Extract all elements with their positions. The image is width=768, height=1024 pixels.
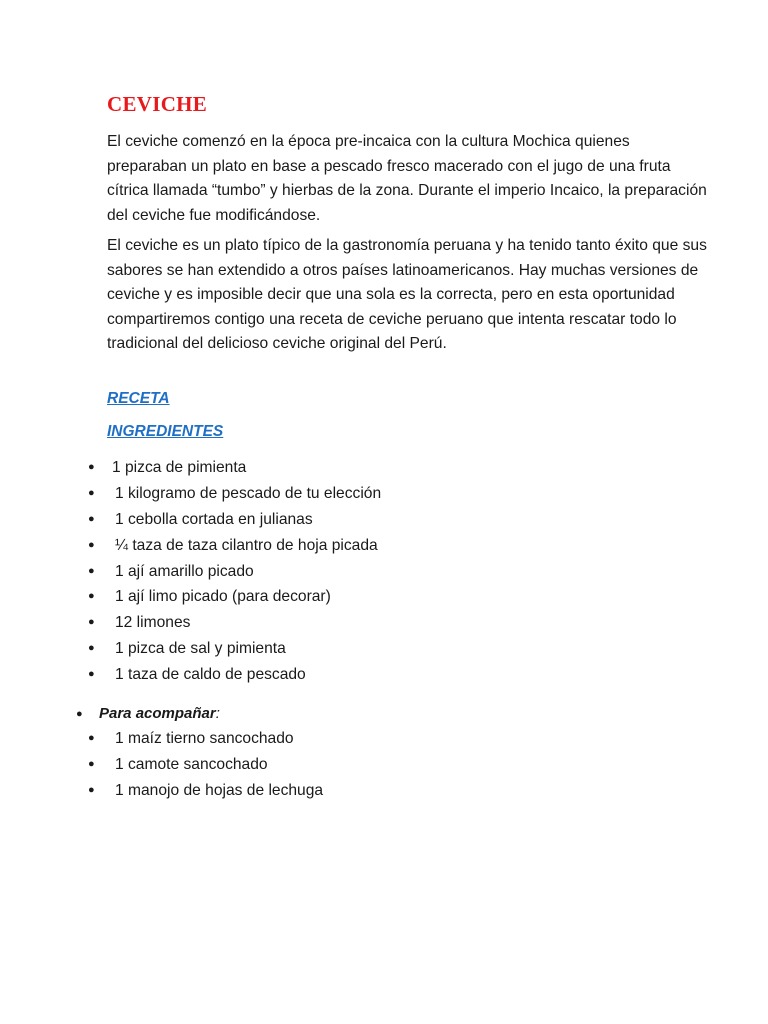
ingredient-text: 1 cebolla cortada en julianas xyxy=(115,510,313,528)
page-title: CEVICHE xyxy=(107,92,208,116)
bullet-icon: ● xyxy=(88,590,95,603)
bullet-icon: ● xyxy=(88,783,95,796)
accompaniment-text: 1 maíz tierno sancochado xyxy=(115,730,294,747)
bullet-icon: ● xyxy=(88,757,95,770)
bullet-icon: ● xyxy=(76,708,83,720)
accompaniment-text: 1 manojo de hojas de lechuga xyxy=(115,781,324,799)
ingredient-text: 1 ají amarillo picado xyxy=(115,562,254,580)
ingredient-text: 1 pizca de pimienta xyxy=(112,459,247,476)
accompaniment-text: 1 camote sancochado xyxy=(115,755,268,773)
bullet-icon: ● xyxy=(88,668,95,681)
ingredient-text: 1 ají limo picado (para decorar) xyxy=(115,588,331,606)
bullet-icon: ● xyxy=(88,538,95,551)
bullet-icon: ● xyxy=(88,461,95,473)
bullet-icon: ● xyxy=(88,616,95,629)
ingredient-text: 1 taza de caldo de pescado xyxy=(115,666,306,684)
bullet-icon: ● xyxy=(88,564,95,577)
accompaniment-label-text: Para acompañar xyxy=(99,705,216,722)
intro-paragraph-history: El ceviche comenzó en la época pre-incaica con la cultura Mochica quienes preparaban un plato en base a pescado fresco macerado con el jugo de una fruta cítrica llamada “tumbo” y hierbas de la zona. Durante el imperio Incaico, la preparación del ceviche fue modificándose. xyxy=(107,133,707,224)
ingredient-text: 1 kilogramo de pescado de tu elección xyxy=(115,484,382,502)
accompaniment-colon: : xyxy=(215,705,220,722)
ingredient-text: 1 pizca de sal y pimienta xyxy=(115,640,286,658)
bullet-icon: ● xyxy=(88,642,95,655)
bullet-icon: ● xyxy=(88,486,95,499)
ingredients-heading-link[interactable]: INGREDIENTES xyxy=(107,423,224,440)
ingredient-text: 12 limones xyxy=(115,614,191,632)
accompaniment-heading xyxy=(0,702,768,726)
bullet-icon: ● xyxy=(88,732,95,744)
accompaniment-label xyxy=(99,702,220,726)
ingredient-text: ¼ taza de taza cilantro de hoja picada xyxy=(115,536,378,554)
bullet-icon: ● xyxy=(88,512,95,525)
recipe-heading-link[interactable]: RECETA xyxy=(107,390,170,407)
intro-paragraph-description: El ceviche es un plato típico de la gastronomía peruana y ha tenido tanto éxito que sus sabores se han extendido a otros países latinoamericanos. Hay muchas versiones de ceviche y es imposible decir que una sola es la correcta, pero en esta oportunidad compartiremos contigo una receta de ceviche peruano que intenta rescatar todo lo tradicional del delicioso ceviche original del Perú. xyxy=(107,237,707,352)
